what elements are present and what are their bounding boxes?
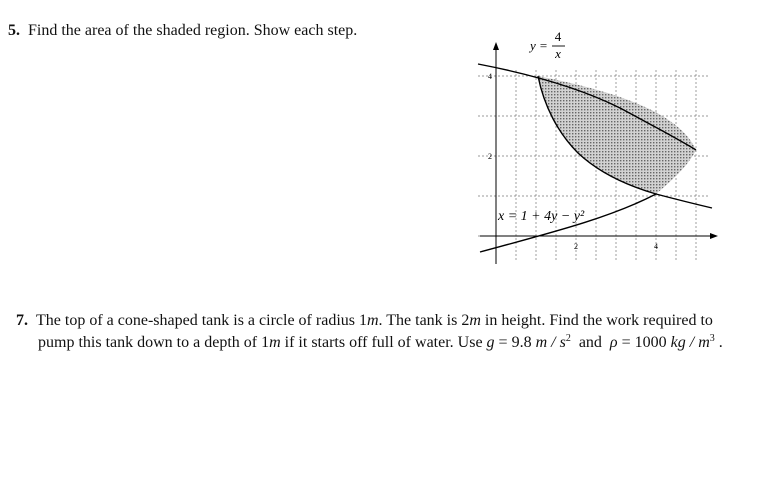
sentence-end: . — [714, 334, 723, 351]
problem-7-text-1: The top of a cone-shaped tank is a circle of radius 1 — [36, 312, 367, 329]
density-value: = 1000 — [617, 334, 671, 351]
radius-unit: m — [366, 312, 379, 329]
x-tick-2: 2 — [574, 242, 578, 251]
problem-7-text-5: if it starts off full of water. Use — [280, 334, 487, 351]
problem-7-text-4: pump this tank down to a depth of 1 — [38, 334, 270, 351]
problem-5-text: Find the area of the shaded region. Show each step. — [28, 22, 358, 39]
problem-5 — [8, 20, 357, 42]
gravity-exponent: 2 — [565, 333, 571, 344]
x-tick-4: 4 — [654, 242, 658, 251]
problem-5-number: 5. — [8, 22, 20, 39]
y-tick-4: 4 — [488, 72, 492, 81]
shaded-region-graph — [470, 28, 720, 273]
problem-7 — [16, 310, 756, 354]
density-unit: kg / m — [670, 334, 710, 351]
problem-7-line-1 — [16, 310, 756, 332]
curve-2-label: x = 1 + 4y − y² — [498, 209, 585, 224]
curve-1-lhs: y = — [530, 38, 548, 53]
problem-7-text-2: . The tank is 2 — [378, 312, 470, 329]
gravity-value: = 9.8 — [494, 334, 536, 351]
shaded-region — [538, 76, 696, 194]
curve-1-numerator: 4 — [554, 29, 562, 44]
curve-1-denominator: x — [555, 46, 561, 61]
density-symbol: ρ — [609, 334, 618, 351]
problem-7-number: 7. — [16, 312, 28, 329]
curve-1-label — [528, 29, 565, 61]
depth-unit: m — [269, 334, 281, 351]
height-unit: m — [469, 312, 481, 329]
gravity-symbol: g — [486, 334, 495, 351]
graph-svg — [470, 28, 720, 273]
y-tick-2: 2 — [488, 152, 492, 161]
and-text: and — [570, 334, 610, 351]
problem-7-line-2 — [16, 332, 756, 354]
density-exponent: 3 — [709, 333, 715, 344]
problem-7-text-3: in height. Find the work required to — [480, 312, 713, 329]
gravity-unit: m / s — [535, 334, 566, 351]
